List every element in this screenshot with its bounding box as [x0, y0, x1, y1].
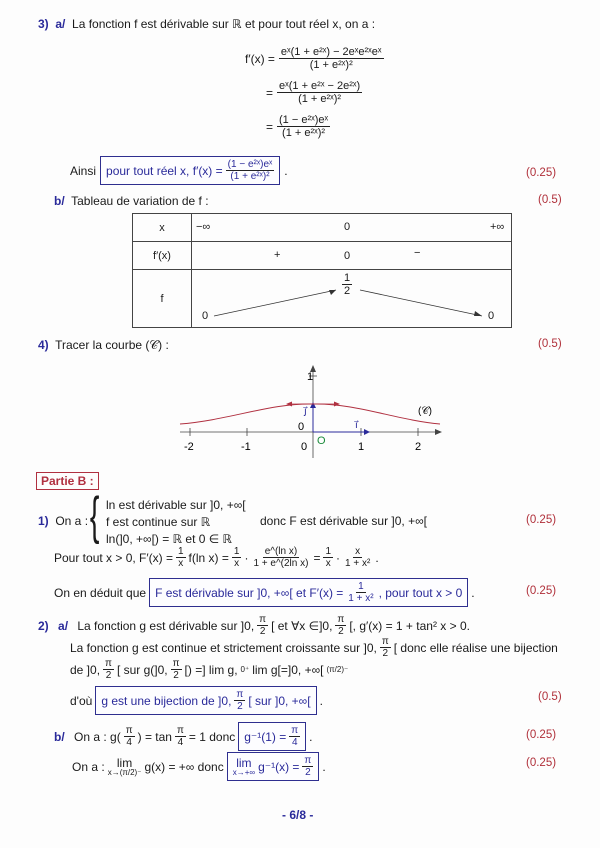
svg-text:-2: -2	[184, 441, 194, 453]
deduction-box: F est dérivable sur ]0, +∞[ et F′(x) = $\frac{1}{\text{1 + x²}}$ , pour tout x > 0	[149, 578, 468, 607]
curve-graph	[170, 362, 450, 462]
svg-text:i⃗: i⃗	[355, 420, 358, 431]
points-b1: (0.25)	[526, 514, 557, 526]
variation-arrows	[192, 270, 514, 328]
derivative-step-2: = $\frac{\text{eˣ(1 + e²ˣ − 2e²ˣ)}}{\text{(1 + e²ˣ)²}}$	[266, 80, 361, 106]
svg-text:1: 1	[307, 371, 314, 383]
svg-text:(𝒞): (𝒞)	[418, 406, 432, 417]
question-b2b-line2: On a : lim x→(π/2)⁻ g(x) = +∞ donc lim x→+∞ g⁻¹(x) = $\frac{\pi}{2}$ .	[72, 752, 326, 781]
page-number: - 6/8 -	[282, 808, 314, 822]
table-row-x-values: −∞ 0 +∞	[192, 214, 512, 242]
partie-b-title: Partie B :	[36, 472, 99, 490]
points-b2b-2: (0.25)	[526, 757, 557, 769]
brace: {	[89, 487, 100, 545]
svg-text:j⃗: j⃗	[304, 406, 307, 417]
svg-text:O: O	[317, 435, 326, 447]
question-b1-header: 1) On a :	[38, 514, 89, 528]
derivative-step-1: f′(x) = $\frac{\text{eˣ(1 + e²ˣ) − 2eˣe²ˣeˣ}}{\text{(1 + e²ˣ)²}}$	[245, 46, 382, 72]
svg-text:0: 0	[298, 421, 305, 433]
points-3a: (0.25)	[526, 167, 557, 179]
svg-text:2: 2	[415, 441, 422, 453]
table-row-fp-label: f′(x)	[133, 242, 192, 270]
conditions-list: ln est dérivable sur ]0, +∞[ f est continue sur ℝ ln(]0, +∞[) = ℝ et 0 ∈ ℝ	[106, 498, 246, 546]
derivative-step-3: = $\frac{\text{(1 − e²ˣ)eˣ}}{\text{(1 + e²ˣ)²}}$	[266, 114, 329, 140]
conclusion-b1: donc F est dérivable sur ]0, +∞[	[260, 514, 427, 528]
question-4-header: 4) Tracer la courbe (𝒞) :	[38, 338, 169, 352]
variation-table	[132, 213, 512, 328]
table-row-f-label: f	[133, 270, 192, 328]
question-b2a-line1: 2) a/ La fonction g est dérivable sur ]0, $\frac{\pi}{2}$ [ et ∀x ∈]0, $\frac{\pi}{2}$ [, g′(x) = 1 + tan² x > 0.	[38, 614, 470, 637]
question-b2a-line2: La fonction g est continue et strictement croissante sur ]0, $\frac{\pi}{2}$ [ donc elle réalise une bijection	[70, 636, 558, 659]
table-row-x-label: x	[133, 214, 192, 242]
derivative-F-calculation: Pour tout x > 0, F′(x) = $\frac{1}{x}$ f(ln x) = $\frac{1}{x}$ · $\frac{\text{e\textasciicircum{}(ln x)}}{\text{1 + e\textasciicircum{}(2ln x)}}$ = $\frac{1}{x}$ · $\frac{x}{\text{1 + x²}}$ .	[54, 546, 379, 569]
points-b2a: (0.5)	[538, 691, 562, 703]
curve-c	[180, 404, 440, 424]
question-3b-header: b/ Tableau de variation de f :	[54, 194, 209, 208]
points-b2b-1: (0.25)	[526, 729, 557, 741]
table-row-fp-values: + 0 −	[192, 242, 512, 270]
inverse-value-box: g⁻¹(1) = $\frac{\pi}{4}$	[238, 722, 306, 751]
deduction-b1: On en déduit que F est dérivable sur ]0, +∞[ et F′(x) = $\frac{1}{\text{1 + x²}}$ , pour tout x > 0 .	[54, 578, 475, 607]
question-b2a-line3: de ]0, $\frac{\pi}{2}$ [ sur g(]0, $\frac{\pi}{2}$ [) =] lim g, 0⁺ lim g[=]0, +∞[ (π/2)⁻	[70, 658, 349, 681]
bijection-box: g est une bijection de ]0, $\frac{\pi}{2}$ [ sur ]0, +∞[	[95, 686, 316, 715]
svg-text:-1: -1	[241, 441, 251, 453]
points-3b: (0.5)	[538, 194, 562, 206]
question-3-header: 3) a/ La fonction f est dérivable sur ℝ et pour tout réel x, on a :	[38, 17, 376, 31]
question-b2b-line1: b/ On a : g( $\frac{\pi}{4}$ ) = tan $\frac{\pi}{4}$ = 1 donc g⁻¹(1) = $\frac{\pi}{4}$ .	[54, 722, 313, 751]
points-b1-2: (0.25)	[526, 585, 557, 597]
points-4: (0.5)	[538, 338, 562, 350]
result-box: pour tout réel x, f′(x) = $\frac{\text{(1 − e²ˣ)eˣ}}{\text{(1 + e²ˣ)²}}$	[100, 156, 280, 185]
inverse-limit-box: lim x→+∞ g⁻¹(x) = $\frac{\pi}{2}$	[227, 752, 320, 781]
derivative-result: Ainsi pour tout réel x, f′(x) = $\frac{\text{(1 − e²ˣ)eˣ}}{\text{(1 + e²ˣ)²}}$ .	[70, 156, 288, 185]
svg-text:0: 0	[301, 441, 308, 453]
svg-text:1: 1	[358, 441, 365, 453]
table-row-f-values: 0 $\frac{1}{2}$ 0	[192, 270, 512, 328]
bijection-result: d'où g est une bijection de ]0, $\frac{\pi}{2}$ [ sur ]0, +∞[ .	[70, 686, 323, 715]
